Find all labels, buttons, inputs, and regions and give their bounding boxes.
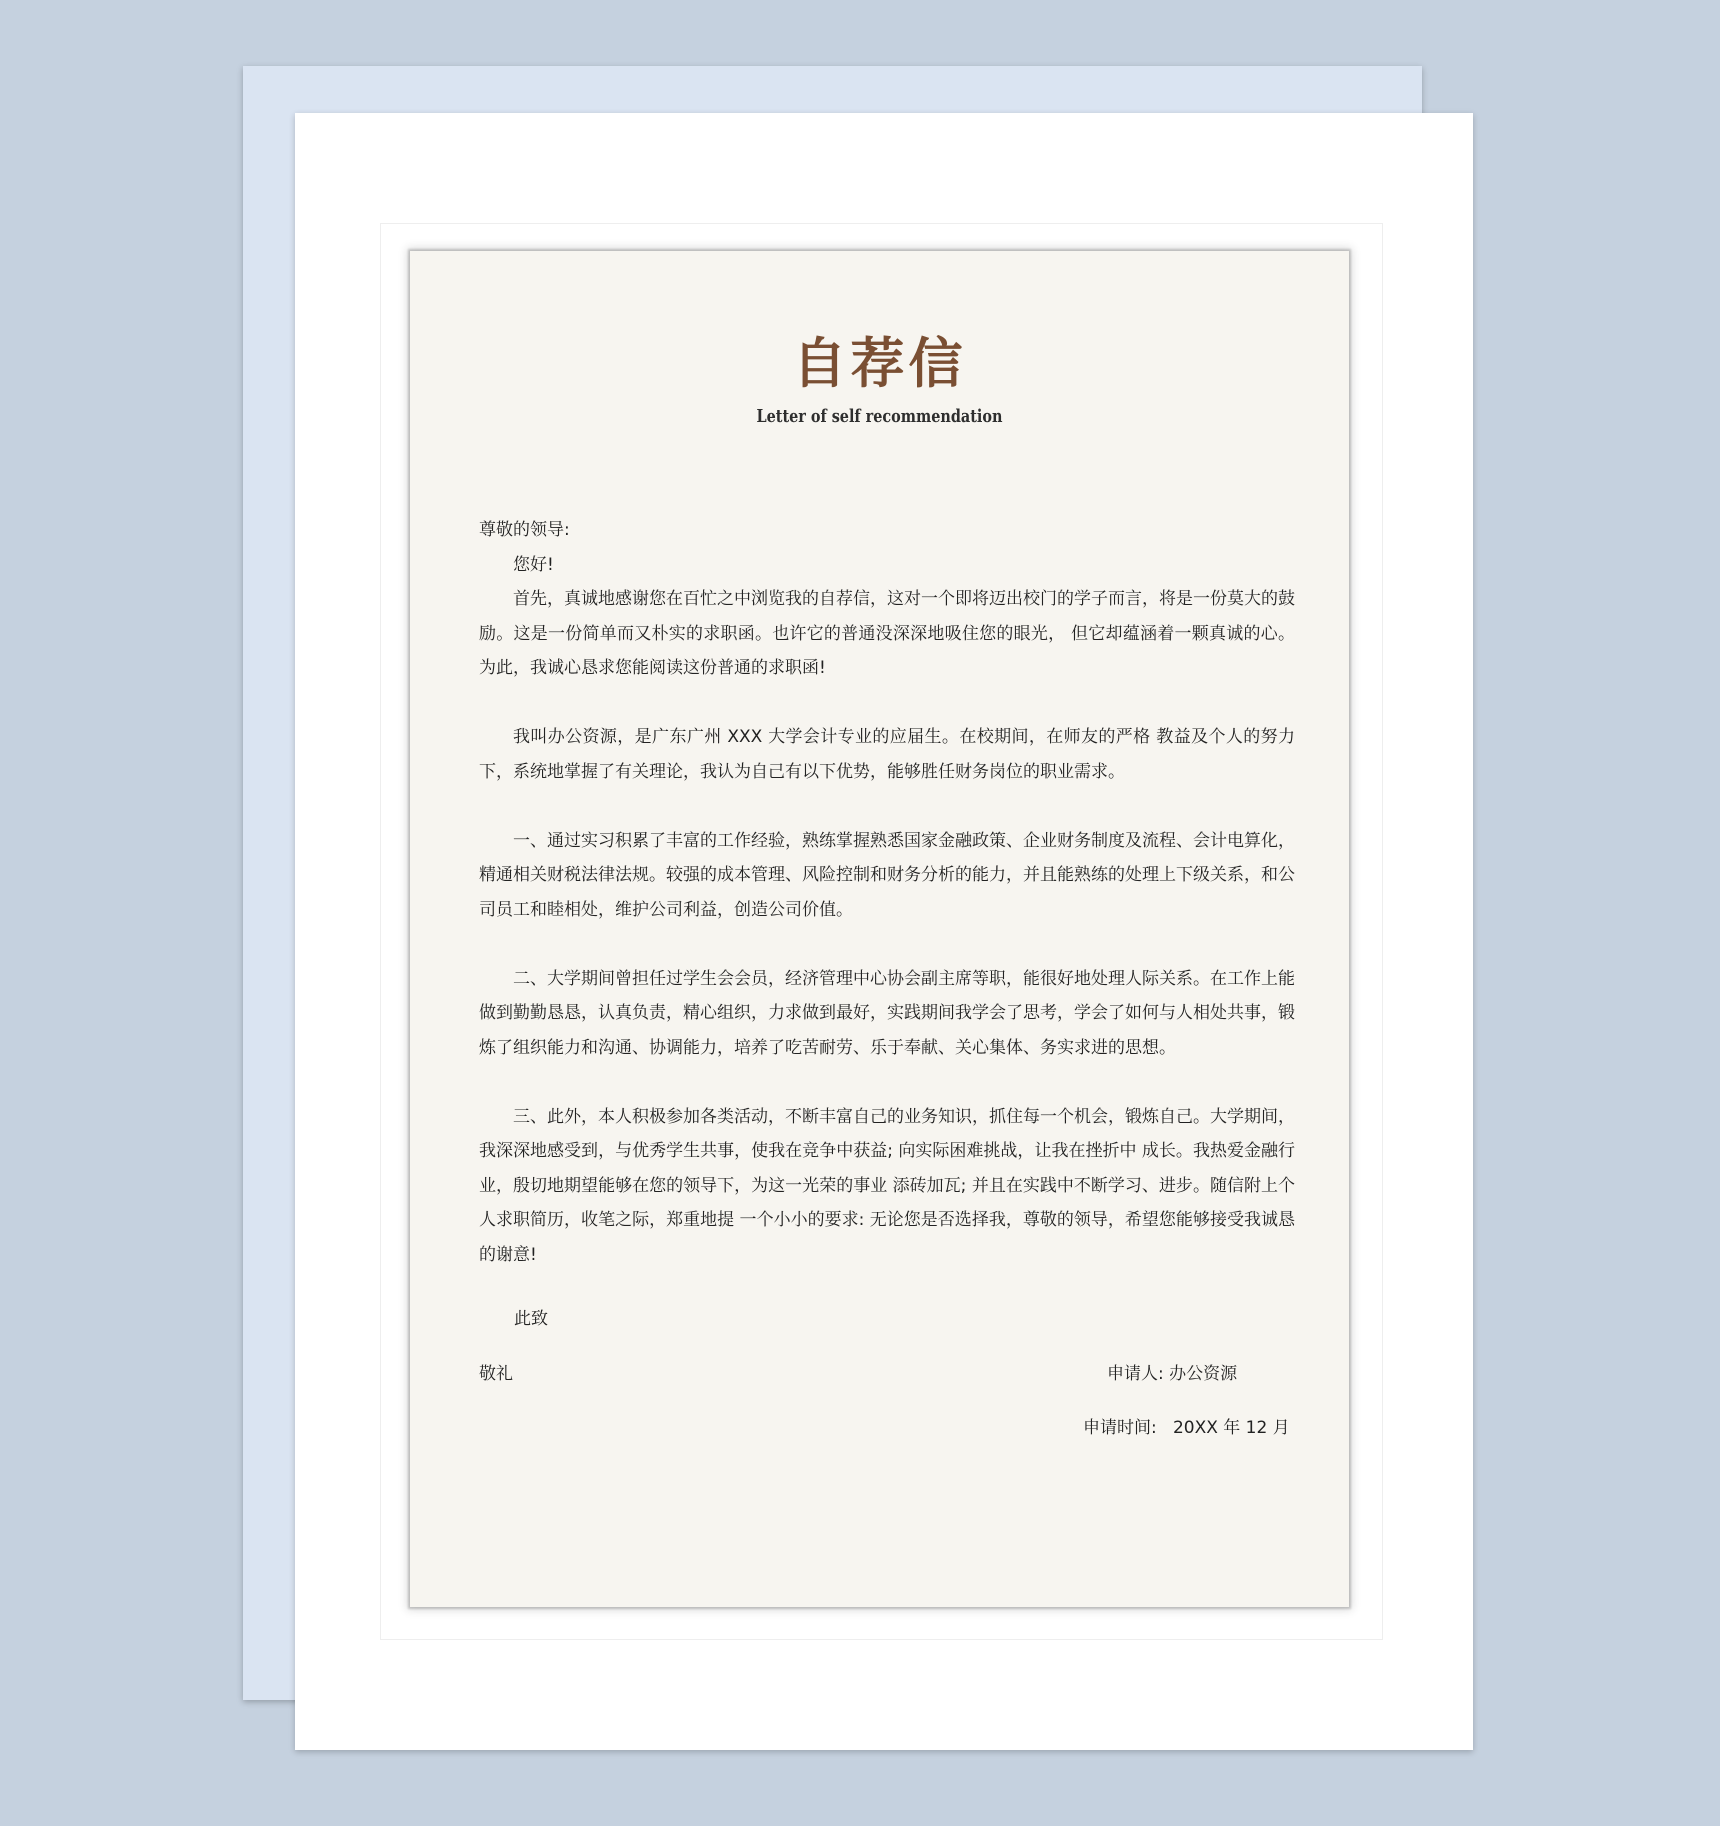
letter-subtitle: Letter of self recommendation — [756, 406, 1003, 427]
letter-paper — [410, 251, 1349, 1607]
letter-title: 自荐信 — [792, 332, 967, 395]
date-line: 申请时间: 20XX 年 12 月 — [1083, 1418, 1290, 1438]
paragraph-point-two: 二、大学期间曾担任过学生会会员，经济管理中心协会副主席等职，能很好地处理人际关系。在工作上能做到勤勤恳恳，认真负责，精心组织，力求做到最好，实践期间我学会了思考，学会了如何与人相处共事，锻炼了组织能力和沟通、协调能力，培养了吃苦耐劳、乐于奉献、关心集体、务实求进的思想。 — [479, 968, 1295, 1058]
paragraph-intro: 首先，真诚地感谢您在百忙之中浏览我的自荐信，这对一个即将迈出校门的学子而言，将是一份莫大的鼓励。这是一份简单而又朴实的求职函。也许它的普通没深深地吸住您的眼光， 但它却蕴涵着一颗真诚的心。为此，我诚心恳求您能阅读这份普通的求职函! — [479, 589, 1295, 678]
paragraph-self-introduction: 我叫办公资源，是广东广州 XXX 大学会计专业的应届生。在校期间，在师友的严格 教益及个人的努力下，系统地掌握了有关理论，我认为自己有以下优势，能够胜任财务岗位的职业需求。 — [479, 727, 1295, 782]
document-sheet — [295, 113, 1473, 1750]
salutation: 尊敬的领导: — [479, 520, 570, 540]
greeting: 您好! — [513, 554, 554, 575]
paragraph-point-three: 三、此外，本人积极参加各类活动，不断丰富自己的业务知识，抓住每一个机会，锻炼自己。大学期间，我深深地感受到，与优秀学生共事，使我在竞争中获益; 向实际困难挑战，让我在挫折中 成长。我热爱金融行业，殷切地期望能够在您的领导下，为这一光荣的事业 添砖加瓦; 并且在实践中不断学习、进步。随信附上个人求职简历，收笔之际，郑重地提 一个小小的要求: 无论您是否选择我，尊敬的领导，希望您能够接受我诚恳的谢意! — [479, 1106, 1295, 1265]
regards-text: 敬礼 — [479, 1364, 513, 1384]
applicant-line: 申请人: 办公资源 — [1107, 1364, 1238, 1384]
letter-body — [479, 513, 1295, 1272]
paragraph-point-one: 一、通过实习积累了丰富的工作经验，熟练掌握熟悉国家金融政策、企业财务制度及流程、会计电算化，精通相关财税法律法规。较强的成本管理、风险控制和财务分析的能力，并且能熟练的处理上下级关系，和公司员工和睦相处，维护公司利益，创造公司价值。 — [479, 830, 1295, 920]
letter-frame — [380, 223, 1383, 1640]
closing-text: 此致 — [514, 1309, 548, 1329]
